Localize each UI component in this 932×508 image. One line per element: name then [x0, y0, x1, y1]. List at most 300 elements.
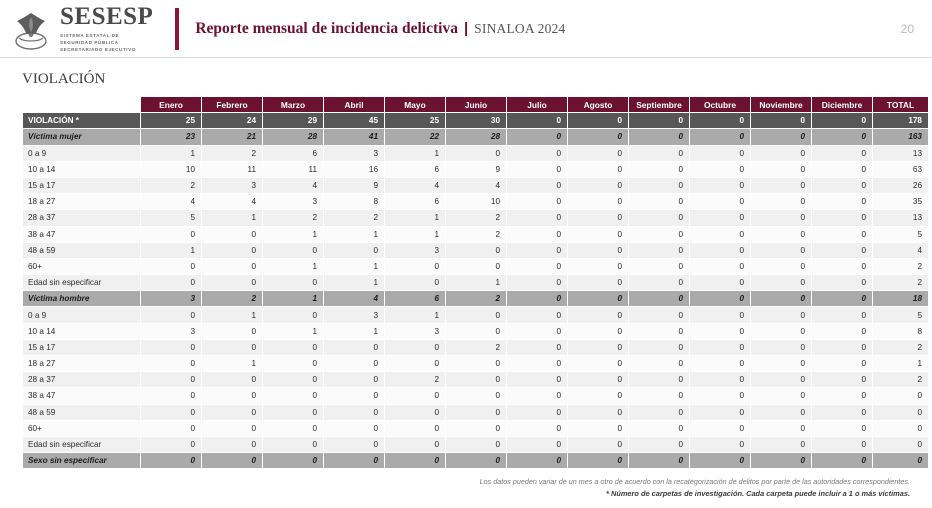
table-cell: 0: [446, 453, 507, 469]
table-cell: 0: [629, 194, 690, 210]
table-cell: 0: [446, 307, 507, 323]
table-cell: 0: [751, 275, 812, 291]
table-cell: 0: [263, 339, 324, 355]
table-cell: 0: [812, 323, 873, 339]
table-cell: 25: [385, 113, 446, 129]
table-cell: 0: [324, 453, 385, 469]
table-cell: 0: [202, 242, 263, 258]
table-cell: 0: [690, 404, 751, 420]
table-cell: 0: [873, 404, 929, 420]
table-cell: 0: [568, 161, 629, 177]
table-cell: 0: [568, 323, 629, 339]
row-label: VIOLACIÓN *: [23, 113, 141, 129]
table-cell: 0: [507, 129, 568, 145]
footnote-asterisk: * Número de carpetas de investigación. Cada carpeta puede incluir a 1 o más víctimas.: [606, 489, 910, 499]
column-header-agosto: Agosto: [568, 97, 629, 113]
table-cell: 2: [873, 339, 929, 355]
table-cell: 0: [507, 291, 568, 307]
table-cell: 0: [812, 388, 873, 404]
table-cell: 0: [812, 194, 873, 210]
table-cell: 5: [873, 307, 929, 323]
column-header-marzo: Marzo: [263, 97, 324, 113]
table-cell: 0: [446, 404, 507, 420]
table-row: [23, 113, 929, 129]
table-cell: 3: [385, 242, 446, 258]
table-cell: 0: [141, 275, 202, 291]
table-cell: 8: [873, 323, 929, 339]
organization-logo: [10, 4, 153, 53]
table-row: [23, 226, 929, 242]
table-cell: 0: [141, 420, 202, 436]
table-cell: 0: [385, 356, 446, 372]
table-cell: 0: [812, 307, 873, 323]
table-cell: 2: [385, 372, 446, 388]
table-cell: 0: [141, 339, 202, 355]
table-cell: 3: [202, 177, 263, 193]
table-cell: 0: [263, 436, 324, 452]
table-cell: 0: [568, 129, 629, 145]
table-cell: 0: [324, 242, 385, 258]
table-row: [23, 129, 929, 145]
table-cell: 0: [202, 372, 263, 388]
table-cell: 0: [568, 404, 629, 420]
table-cell: 0: [324, 420, 385, 436]
table-cell: 0: [568, 258, 629, 274]
row-label: 10 a 14: [23, 323, 141, 339]
table-cell: 0: [324, 356, 385, 372]
table-row: [23, 275, 929, 291]
table-cell: 22: [385, 129, 446, 145]
table-cell: 0: [202, 323, 263, 339]
page-header: [0, 0, 932, 58]
table-cell: 0: [751, 145, 812, 161]
table-cell: 0: [202, 388, 263, 404]
table-cell: 0: [507, 339, 568, 355]
table-cell: 0: [690, 129, 751, 145]
table-cell: 0: [263, 372, 324, 388]
column-header-total: TOTAL: [873, 97, 929, 113]
table-cell: 1: [263, 226, 324, 242]
data-table-container: [0, 96, 932, 469]
table-cell: 0: [507, 275, 568, 291]
column-header-febrero: Febrero: [202, 97, 263, 113]
table-cell: 18: [873, 291, 929, 307]
eagle-emblem-icon: [10, 5, 52, 51]
table-cell: 0: [873, 453, 929, 469]
table-cell: 1: [385, 145, 446, 161]
table-cell: 0: [690, 323, 751, 339]
table-cell: 45: [324, 113, 385, 129]
section-title: VIOLACIÓN: [22, 71, 106, 87]
table-cell: 0: [873, 436, 929, 452]
table-cell: 0: [263, 275, 324, 291]
table-cell: 0: [690, 145, 751, 161]
table-cell: 0: [812, 436, 873, 452]
table-cell: 0: [385, 420, 446, 436]
brand-acronym: SESESP: [60, 2, 154, 30]
table-cell: 0: [629, 291, 690, 307]
table-row: [23, 388, 929, 404]
table-cell: 30: [446, 113, 507, 129]
table-cell: 2: [873, 275, 929, 291]
table-cell: 0: [812, 453, 873, 469]
table-cell: 4: [263, 177, 324, 193]
table-row: [23, 372, 929, 388]
table-body: [23, 113, 929, 469]
table-cell: 6: [385, 161, 446, 177]
row-label: 15 a 17: [23, 177, 141, 193]
table-cell: 0: [568, 436, 629, 452]
table-cell: 0: [141, 226, 202, 242]
table-cell: 2: [446, 339, 507, 355]
table-cell: 0: [751, 420, 812, 436]
table-cell: 0: [690, 356, 751, 372]
table-cell: 8: [324, 194, 385, 210]
table-cell: 0: [751, 242, 812, 258]
table-cell: 0: [812, 129, 873, 145]
table-cell: 0: [751, 388, 812, 404]
table-cell: 0: [202, 275, 263, 291]
column-header-enero: Enero: [141, 97, 202, 113]
table-cell: 0: [690, 258, 751, 274]
table-cell: 0: [568, 177, 629, 193]
table-cell: 0: [568, 388, 629, 404]
table-cell: 0: [324, 404, 385, 420]
table-cell: 0: [568, 420, 629, 436]
table-cell: 0: [690, 177, 751, 193]
table-cell: 0: [202, 258, 263, 274]
table-cell: 0: [873, 388, 929, 404]
table-cell: 1: [202, 356, 263, 372]
table-cell: 4: [141, 194, 202, 210]
table-cell: 0: [629, 258, 690, 274]
table-cell: 1: [873, 356, 929, 372]
table-cell: 63: [873, 161, 929, 177]
table-cell: 163: [873, 129, 929, 145]
table-row: [23, 339, 929, 355]
row-label: 38 a 47: [23, 388, 141, 404]
table-cell: 2: [873, 372, 929, 388]
table-cell: 0: [141, 436, 202, 452]
table-cell: 0: [507, 226, 568, 242]
table-cell: 0: [446, 372, 507, 388]
table-cell: 178: [873, 113, 929, 129]
table-cell: 0: [812, 145, 873, 161]
table-cell: 0: [690, 372, 751, 388]
column-header-mayo: Mayo: [385, 97, 446, 113]
table-cell: 0: [690, 307, 751, 323]
footnote-variation: Los datos pueden variar de un mes a otro de acuerdo con la recategorización de delitos por parte de las autoridades correspondientes.: [479, 477, 910, 487]
table-cell: 0: [751, 356, 812, 372]
table-cell: 28: [263, 129, 324, 145]
table-cell: 0: [263, 307, 324, 323]
table-cell: 0: [507, 242, 568, 258]
row-label: 28 a 37: [23, 372, 141, 388]
row-label: 60+: [23, 258, 141, 274]
table-cell: 0: [202, 339, 263, 355]
table-cell: 1: [202, 210, 263, 226]
brand-text: [60, 4, 153, 53]
row-label: 15 a 17: [23, 339, 141, 355]
column-header-septiembre: Septiembre: [629, 97, 690, 113]
table-cell: 3: [263, 194, 324, 210]
table-cell: 28: [446, 129, 507, 145]
row-label: 60+: [23, 420, 141, 436]
table-cell: 11: [202, 161, 263, 177]
table-cell: 0: [751, 323, 812, 339]
table-cell: 0: [690, 210, 751, 226]
table-cell: 0: [812, 291, 873, 307]
report-title-main: Reporte mensual de incidencia delictiva: [195, 19, 458, 37]
table-cell: 0: [812, 404, 873, 420]
table-cell: 0: [812, 226, 873, 242]
table-cell: 0: [751, 453, 812, 469]
table-cell: 0: [141, 307, 202, 323]
table-footnotes: [0, 477, 932, 499]
table-cell: 0: [385, 258, 446, 274]
table-cell: 1: [324, 275, 385, 291]
table-cell: 0: [568, 113, 629, 129]
table-cell: 13: [873, 145, 929, 161]
table-cell: 3: [324, 145, 385, 161]
row-label: Sexo sin especificar: [23, 453, 141, 469]
table-cell: 0: [629, 275, 690, 291]
table-cell: 0: [324, 436, 385, 452]
table-cell: 0: [324, 339, 385, 355]
table-cell: 1: [202, 307, 263, 323]
row-label: Edad sin especificar: [23, 436, 141, 452]
table-row: [23, 436, 929, 452]
table-cell: 1: [446, 275, 507, 291]
page-number: 20: [900, 21, 914, 36]
table-cell: 1: [141, 145, 202, 161]
table-cell: 1: [263, 291, 324, 307]
table-cell: 0: [263, 453, 324, 469]
table-row: [23, 145, 929, 161]
report-title-subtitle: SINALOA 2024: [474, 20, 566, 36]
table-cell: 0: [690, 420, 751, 436]
table-cell: 0: [202, 436, 263, 452]
table-cell: 0: [263, 388, 324, 404]
table-cell: 0: [751, 339, 812, 355]
table-cell: 25: [141, 113, 202, 129]
column-header-julio: Julio: [507, 97, 568, 113]
table-cell: 0: [568, 356, 629, 372]
table-cell: 0: [446, 145, 507, 161]
table-cell: 0: [568, 339, 629, 355]
table-cell: 0: [568, 453, 629, 469]
table-cell: 10: [446, 194, 507, 210]
table-cell: 0: [141, 404, 202, 420]
table-cell: 0: [507, 161, 568, 177]
table-cell: 0: [629, 372, 690, 388]
table-cell: 0: [507, 356, 568, 372]
table-cell: 2: [202, 145, 263, 161]
table-cell: 0: [385, 404, 446, 420]
brand-subline-2: SEGURIDAD PÚBLICA: [60, 39, 119, 45]
table-cell: 0: [629, 388, 690, 404]
table-cell: 0: [568, 210, 629, 226]
table-cell: 0: [629, 453, 690, 469]
table-cell: 0: [568, 275, 629, 291]
table-cell: 1: [385, 226, 446, 242]
table-row: [23, 453, 929, 469]
table-cell: 0: [629, 356, 690, 372]
column-header-blank: [23, 97, 141, 113]
table-cell: 2: [202, 291, 263, 307]
table-cell: 1: [324, 258, 385, 274]
table-cell: 0: [690, 161, 751, 177]
table-cell: 0: [690, 226, 751, 242]
table-cell: 13: [873, 210, 929, 226]
table-cell: 0: [568, 145, 629, 161]
table-cell: 0: [751, 404, 812, 420]
table-cell: 0: [507, 323, 568, 339]
table-cell: 0: [446, 242, 507, 258]
table-cell: 4: [202, 194, 263, 210]
table-cell: 4: [446, 177, 507, 193]
table-cell: 0: [141, 258, 202, 274]
report-title: [195, 20, 900, 38]
table-row: [23, 356, 929, 372]
table-cell: 6: [385, 291, 446, 307]
table-cell: 0: [690, 194, 751, 210]
table-cell: 21: [202, 129, 263, 145]
table-cell: 0: [751, 372, 812, 388]
table-cell: 0: [263, 242, 324, 258]
table-cell: 0: [568, 226, 629, 242]
table-cell: 0: [202, 453, 263, 469]
column-header-abril: Abril: [324, 97, 385, 113]
table-cell: 24: [202, 113, 263, 129]
column-header-octubre: Octubre: [690, 97, 751, 113]
table-cell: 1: [324, 226, 385, 242]
table-cell: 35: [873, 194, 929, 210]
table-cell: 0: [385, 339, 446, 355]
table-row: [23, 258, 929, 274]
table-cell: 0: [812, 339, 873, 355]
table-cell: 0: [568, 194, 629, 210]
table-cell: 0: [141, 356, 202, 372]
table-cell: 9: [324, 177, 385, 193]
table-cell: 0: [751, 161, 812, 177]
table-cell: 0: [507, 307, 568, 323]
table-cell: 0: [812, 210, 873, 226]
row-label: 0 a 9: [23, 307, 141, 323]
table-cell: 23: [141, 129, 202, 145]
table-row: [23, 210, 929, 226]
row-label: 18 a 27: [23, 356, 141, 372]
header-divider: [175, 8, 179, 50]
table-cell: 0: [751, 194, 812, 210]
table-row: [23, 404, 929, 420]
table-row: [23, 194, 929, 210]
table-cell: 2: [263, 210, 324, 226]
table-cell: 0: [690, 242, 751, 258]
incidence-table: [22, 96, 929, 469]
table-cell: 0: [751, 129, 812, 145]
table-cell: 0: [690, 453, 751, 469]
table-cell: 10: [141, 161, 202, 177]
table-cell: 5: [873, 226, 929, 242]
row-label: 10 a 14: [23, 161, 141, 177]
row-label: Edad sin especificar: [23, 275, 141, 291]
table-cell: 0: [629, 339, 690, 355]
table-cell: 0: [629, 323, 690, 339]
table-cell: 0: [629, 161, 690, 177]
table-cell: 26: [873, 177, 929, 193]
table-row: [23, 420, 929, 436]
table-cell: 0: [568, 372, 629, 388]
table-cell: 0: [202, 226, 263, 242]
table-cell: 0: [507, 453, 568, 469]
table-cell: 2: [324, 210, 385, 226]
table-row: [23, 177, 929, 193]
table-cell: 0: [812, 161, 873, 177]
table-cell: 0: [751, 177, 812, 193]
table-cell: 3: [324, 307, 385, 323]
table-cell: 0: [812, 372, 873, 388]
table-cell: 0: [324, 388, 385, 404]
table-cell: 6: [263, 145, 324, 161]
table-cell: 0: [629, 307, 690, 323]
table-cell: 0: [385, 453, 446, 469]
table-cell: 0: [629, 242, 690, 258]
table-cell: 0: [690, 113, 751, 129]
table-cell: 0: [812, 356, 873, 372]
table-cell: 0: [507, 145, 568, 161]
table-cell: 16: [324, 161, 385, 177]
row-label: 48 a 59: [23, 242, 141, 258]
table-row: [23, 242, 929, 258]
table-cell: 2: [873, 258, 929, 274]
row-label: 48 a 59: [23, 404, 141, 420]
row-label: Víctima hombre: [23, 291, 141, 307]
table-cell: 0: [263, 356, 324, 372]
table-cell: 0: [385, 388, 446, 404]
table-cell: 0: [568, 307, 629, 323]
column-header-noviembre: Noviembre: [751, 97, 812, 113]
table-cell: 0: [751, 258, 812, 274]
table-cell: 6: [385, 194, 446, 210]
table-cell: 0: [507, 372, 568, 388]
table-cell: 1: [385, 307, 446, 323]
table-cell: 0: [812, 177, 873, 193]
table-cell: 0: [690, 436, 751, 452]
table-cell: 0: [629, 129, 690, 145]
brand-subline-1: SISTEMA ESTATAL DE: [60, 32, 120, 38]
table-cell: 0: [690, 275, 751, 291]
table-cell: 9: [446, 161, 507, 177]
table-cell: 0: [629, 420, 690, 436]
table-cell: 0: [446, 258, 507, 274]
table-cell: 0: [873, 420, 929, 436]
table-cell: 0: [751, 307, 812, 323]
table-cell: 0: [507, 210, 568, 226]
row-label: 28 a 37: [23, 210, 141, 226]
table-cell: 11: [263, 161, 324, 177]
table-row: [23, 291, 929, 307]
table-cell: 0: [507, 194, 568, 210]
table-cell: 0: [568, 291, 629, 307]
table-cell: 1: [263, 258, 324, 274]
row-label: 38 a 47: [23, 226, 141, 242]
row-label: Víctima mujer: [23, 129, 141, 145]
table-row: [23, 161, 929, 177]
table-cell: 0: [385, 275, 446, 291]
brand-subtitles: [60, 32, 153, 53]
table-cell: 4: [385, 177, 446, 193]
